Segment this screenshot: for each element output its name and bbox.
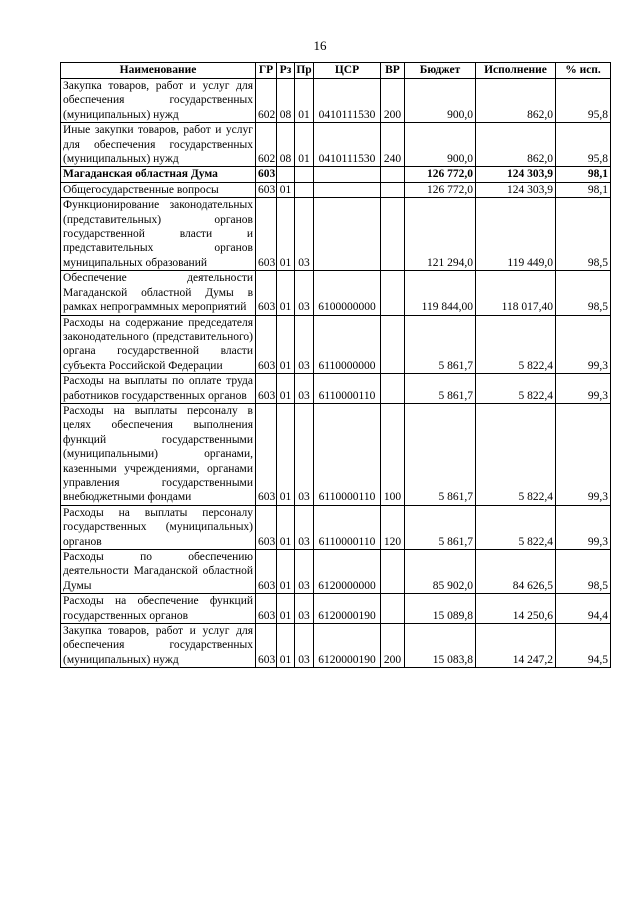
- row-vr-cell: [381, 374, 405, 404]
- table-row: [61, 198, 611, 271]
- row-gr-cell: 603: [256, 550, 277, 594]
- row-percent-cell: 95,8: [556, 79, 611, 123]
- row-name-text: Закупка товаров, работ и услуг для обеспечения государственных (муниципальных) нужд: [63, 625, 253, 666]
- row-percent-cell: 99,3: [556, 315, 611, 374]
- row-name-cell: [61, 271, 256, 315]
- row-name-text: Закупка товаров, работ и услуг для обеспечения государственных (муниципальных) нужд: [63, 80, 253, 121]
- row-gr-cell: 603: [256, 315, 277, 374]
- table-body: [61, 79, 611, 668]
- row-csr-cell: 6110000110: [314, 374, 381, 404]
- row-name-cell: [61, 123, 256, 167]
- row-name-cell: [61, 374, 256, 404]
- row-rz-cell: 01: [277, 624, 295, 668]
- row-gr-cell: 603: [256, 403, 277, 505]
- row-vr-cell: [381, 167, 405, 182]
- table-row: [61, 374, 611, 404]
- row-name-text: Магаданская областная Дума: [63, 168, 218, 181]
- row-pr-cell: [295, 167, 314, 182]
- table-row: [61, 167, 611, 182]
- row-percent-cell: 98,1: [556, 182, 611, 197]
- row-pr-cell: [295, 182, 314, 197]
- row-budget-cell: 15 089,8: [405, 594, 476, 624]
- row-csr-cell: 6120000190: [314, 624, 381, 668]
- row-execution-cell: 862,0: [476, 123, 556, 167]
- row-name-text: Расходы на выплаты по оплате труда работников государственных органов: [63, 375, 253, 402]
- row-gr-cell: 603: [256, 167, 277, 182]
- row-execution-cell: 119 449,0: [476, 198, 556, 271]
- row-pr-cell: 03: [295, 594, 314, 624]
- table-row: [61, 594, 611, 624]
- row-budget-cell: 119 844,00: [405, 271, 476, 315]
- row-name-text: Общегосударственные вопросы: [63, 183, 219, 196]
- row-execution-cell: 5 822,4: [476, 374, 556, 404]
- row-percent-cell: 94,5: [556, 624, 611, 668]
- row-percent-cell: 98,5: [556, 198, 611, 271]
- row-budget-cell: 126 772,0: [405, 182, 476, 197]
- page-number: 16: [313, 38, 327, 53]
- row-rz-cell: 08: [277, 123, 295, 167]
- row-execution-cell: 5 822,4: [476, 505, 556, 549]
- row-name-text: Расходы на выплаты персоналу в целях обеспечения выполнения функций государственными (муниципальными) органами, казенными учреждениями, органами управления государственными внебюджетными фондами: [63, 404, 253, 504]
- row-name-text: Расходы по обеспечению деятельности Магаданской областной Думы: [63, 551, 253, 592]
- row-pr-cell: 03: [295, 505, 314, 549]
- table-row: [61, 624, 611, 668]
- row-vr-cell: [381, 315, 405, 374]
- row-gr-cell: 603: [256, 624, 277, 668]
- row-name-cell: [61, 79, 256, 123]
- row-budget-cell: 900,0: [405, 79, 476, 123]
- table-row: [61, 123, 611, 167]
- row-pr-cell: 03: [295, 198, 314, 271]
- table-row: [61, 505, 611, 549]
- row-percent-cell: 99,3: [556, 374, 611, 404]
- row-vr-cell: [381, 594, 405, 624]
- header-csr: ЦСР: [314, 63, 381, 79]
- row-gr-cell: 603: [256, 198, 277, 271]
- row-name-cell: [61, 624, 256, 668]
- row-budget-cell: 15 083,8: [405, 624, 476, 668]
- row-vr-cell: 120: [381, 505, 405, 549]
- row-csr-cell: [314, 198, 381, 271]
- row-percent-cell: 99,3: [556, 505, 611, 549]
- row-csr-cell: 6120000190: [314, 594, 381, 624]
- row-pr-cell: 01: [295, 123, 314, 167]
- header-percent: % исп.: [556, 63, 611, 79]
- row-name-cell: [61, 315, 256, 374]
- row-csr-cell: 6110000000: [314, 315, 381, 374]
- table-row: [61, 550, 611, 594]
- row-gr-cell: 602: [256, 79, 277, 123]
- table-header-row: [61, 63, 611, 79]
- row-gr-cell: 603: [256, 374, 277, 404]
- row-gr-cell: 602: [256, 123, 277, 167]
- row-rz-cell: 01: [277, 550, 295, 594]
- row-execution-cell: 14 247,2: [476, 624, 556, 668]
- row-gr-cell: 603: [256, 271, 277, 315]
- row-percent-cell: 94,4: [556, 594, 611, 624]
- row-budget-cell: 121 294,0: [405, 198, 476, 271]
- row-budget-cell: 5 861,7: [405, 505, 476, 549]
- row-name-text: Расходы на обеспечение функций государственных органов: [63, 595, 253, 622]
- row-execution-cell: 862,0: [476, 79, 556, 123]
- row-csr-cell: 6110000110: [314, 505, 381, 549]
- row-vr-cell: [381, 198, 405, 271]
- row-pr-cell: 03: [295, 403, 314, 505]
- row-vr-cell: 240: [381, 123, 405, 167]
- table-row: [61, 182, 611, 197]
- row-execution-cell: 5 822,4: [476, 403, 556, 505]
- row-gr-cell: 603: [256, 594, 277, 624]
- header-pr: Пр: [295, 63, 314, 79]
- row-vr-cell: [381, 550, 405, 594]
- row-name-text: Расходы на содержание председателя законодательного (представительного) органа государственной власти субъекта Российской Федерации: [63, 316, 253, 372]
- row-rz-cell: 01: [277, 182, 295, 197]
- row-name-cell: [61, 550, 256, 594]
- row-budget-cell: 5 861,7: [405, 315, 476, 374]
- row-percent-cell: 95,8: [556, 123, 611, 167]
- row-name-text: Обеспечение деятельности Магаданской областной Думы в рамках непрограммных мероприятий: [63, 272, 253, 314]
- row-rz-cell: 01: [277, 198, 295, 271]
- row-rz-cell: 01: [277, 403, 295, 505]
- row-vr-cell: 200: [381, 624, 405, 668]
- row-pr-cell: 03: [295, 550, 314, 594]
- row-percent-cell: 99,3: [556, 403, 611, 505]
- header-execution: Исполнение: [476, 63, 556, 79]
- header-name: Наименование: [61, 63, 256, 79]
- row-budget-cell: 5 861,7: [405, 374, 476, 404]
- row-execution-cell: 14 250,6: [476, 594, 556, 624]
- table-row: [61, 403, 611, 505]
- row-csr-cell: 6110000110: [314, 403, 381, 505]
- row-budget-cell: 5 861,7: [405, 403, 476, 505]
- row-pr-cell: 03: [295, 374, 314, 404]
- row-execution-cell: 84 626,5: [476, 550, 556, 594]
- row-execution-cell: 124 303,9: [476, 167, 556, 182]
- row-name-text: Иные закупки товаров, работ и услуг для обеспечения государственных (муниципальных) нужд: [63, 124, 253, 166]
- row-budget-cell: 126 772,0: [405, 167, 476, 182]
- row-csr-cell: [314, 182, 381, 197]
- row-gr-cell: 603: [256, 505, 277, 549]
- row-rz-cell: 01: [277, 271, 295, 315]
- row-rz-cell: 01: [277, 594, 295, 624]
- row-percent-cell: 98,5: [556, 271, 611, 315]
- header-budget: Бюджет: [405, 63, 476, 79]
- row-pr-cell: 01: [295, 79, 314, 123]
- row-csr-cell: 0410111530: [314, 123, 381, 167]
- row-execution-cell: 5 822,4: [476, 315, 556, 374]
- row-csr-cell: 6120000000: [314, 550, 381, 594]
- row-execution-cell: 124 303,9: [476, 182, 556, 197]
- row-name-cell: [61, 167, 256, 182]
- row-budget-cell: 85 902,0: [405, 550, 476, 594]
- header-gr: ГР: [256, 63, 277, 79]
- row-rz-cell: 08: [277, 79, 295, 123]
- row-rz-cell: [277, 167, 295, 182]
- row-name-cell: [61, 505, 256, 549]
- row-name-cell: [61, 403, 256, 505]
- row-percent-cell: 98,1: [556, 167, 611, 182]
- row-vr-cell: 200: [381, 79, 405, 123]
- row-name-cell: [61, 594, 256, 624]
- row-name-cell: [61, 182, 256, 197]
- row-rz-cell: 01: [277, 505, 295, 549]
- row-vr-cell: [381, 182, 405, 197]
- row-gr-cell: 603: [256, 182, 277, 197]
- table-row: [61, 315, 611, 374]
- row-name-text: Расходы на выплаты персоналу государственных (муниципальных) органов: [63, 506, 253, 548]
- row-pr-cell: 03: [295, 624, 314, 668]
- row-rz-cell: 01: [277, 374, 295, 404]
- row-csr-cell: [314, 167, 381, 182]
- row-name-text: Функционирование законодательных (представительных) органов государственной власти и представительных органов муниципальных образований: [63, 199, 253, 269]
- row-csr-cell: 6100000000: [314, 271, 381, 315]
- row-pr-cell: 03: [295, 315, 314, 374]
- row-csr-cell: 0410111530: [314, 79, 381, 123]
- budget-execution-table: [60, 62, 611, 668]
- row-vr-cell: [381, 271, 405, 315]
- row-budget-cell: 900,0: [405, 123, 476, 167]
- row-rz-cell: 01: [277, 315, 295, 374]
- row-pr-cell: 03: [295, 271, 314, 315]
- header-vr: ВР: [381, 63, 405, 79]
- row-name-cell: [61, 198, 256, 271]
- table-row: [61, 79, 611, 123]
- table-row: [61, 271, 611, 315]
- row-percent-cell: 98,5: [556, 550, 611, 594]
- row-vr-cell: 100: [381, 403, 405, 505]
- header-rz: Рз: [277, 63, 295, 79]
- row-execution-cell: 118 017,40: [476, 271, 556, 315]
